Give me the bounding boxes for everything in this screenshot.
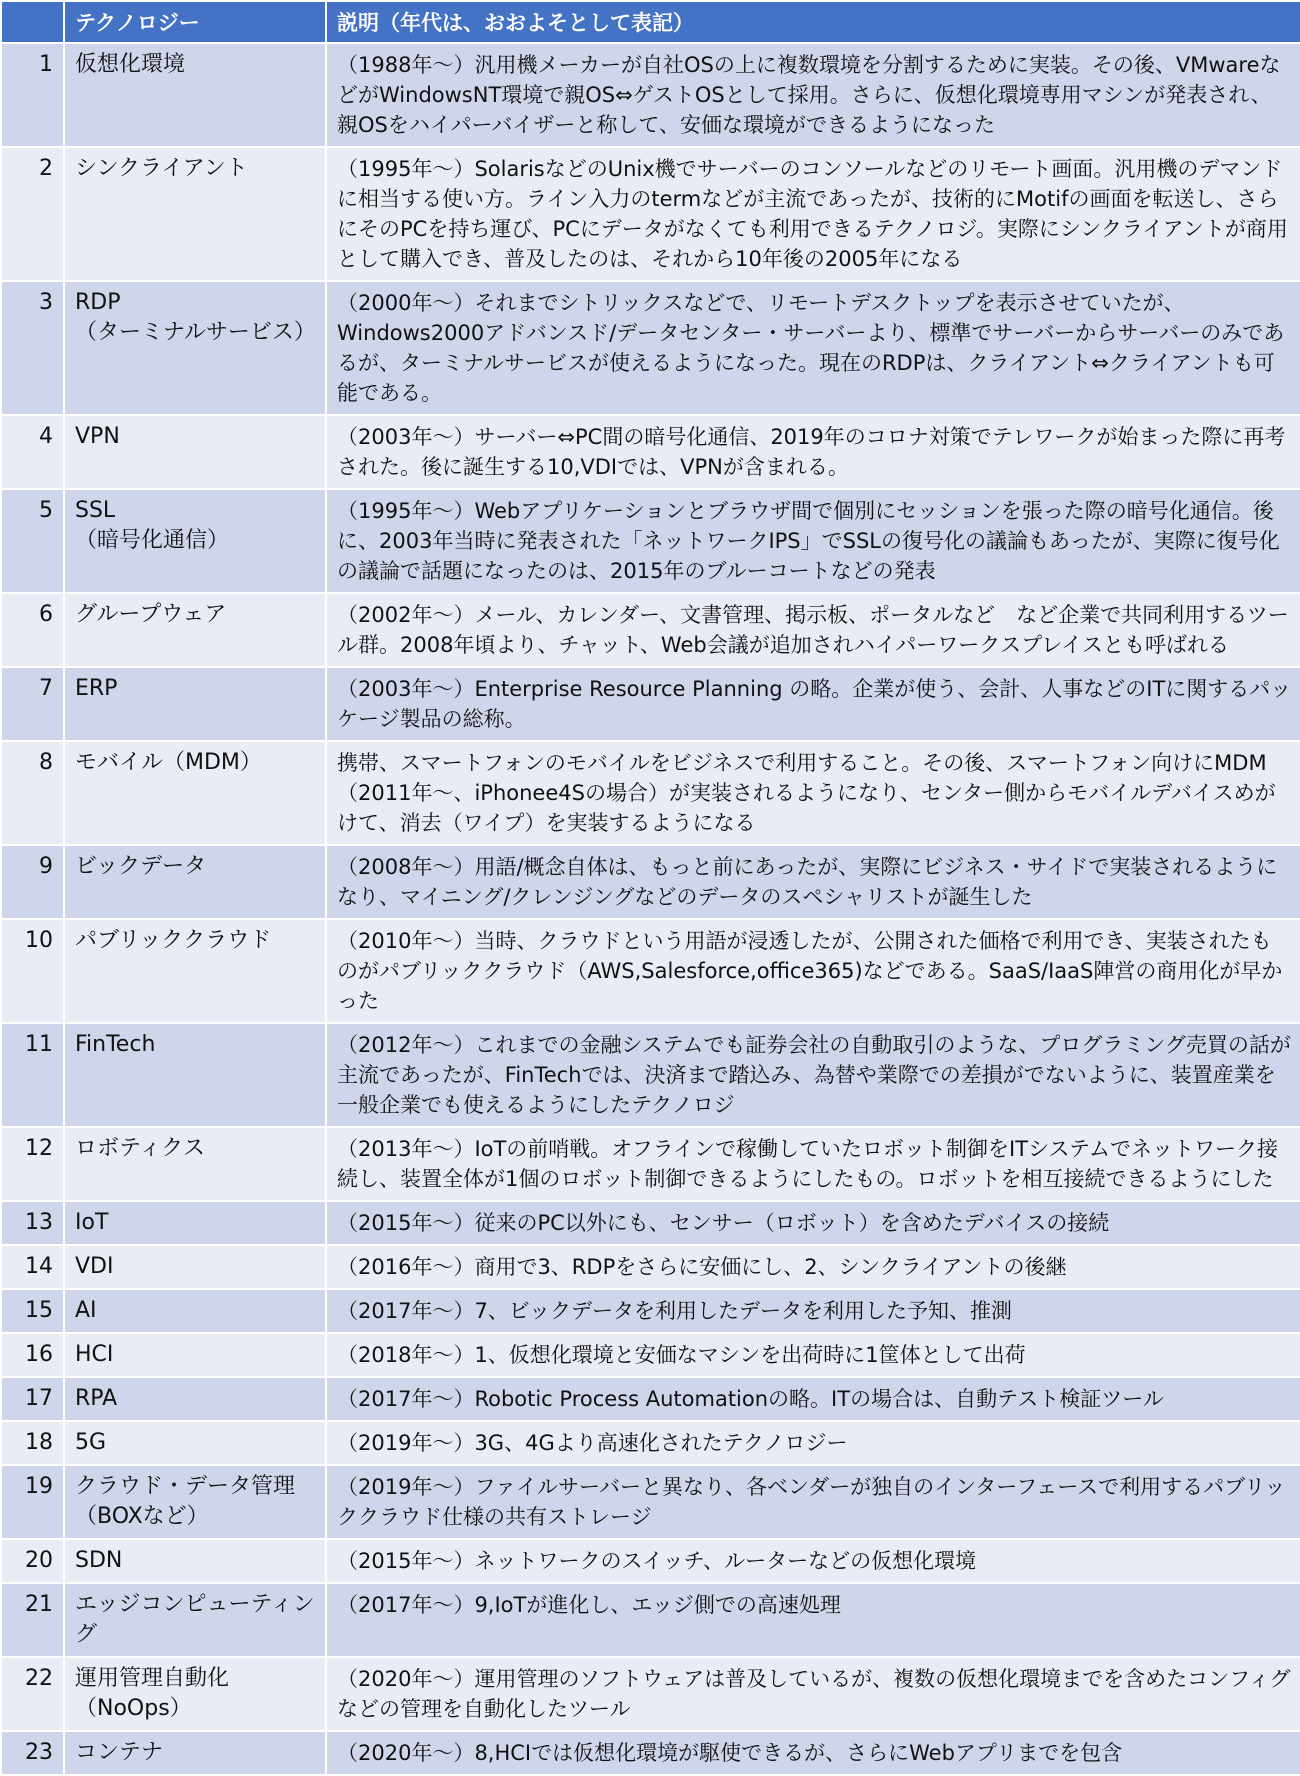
row-technology: SSL （暗号化通信） (64, 489, 326, 593)
row-number: 13 (1, 1201, 64, 1245)
table-header-row (1, 1, 1300, 43)
row-number: 7 (1, 667, 64, 741)
table-row (1, 1421, 1300, 1465)
row-number: 11 (1, 1023, 64, 1127)
row-description: （1995年～）SolarisなどのUnix機でサーバーのコンソールなどのリモート画面。汎用機のデマンドに相当する使い方。ライン入力のtermなどが主流であったが、技術的にMotifの画面を転送し、さらにそのPCを持ち運び、PCにデータがなくても利用できるテクノロジ。実際にシンクライアントが商用として購入でき、普及したのは、それから10年後の2005年になる (326, 147, 1300, 281)
row-technology: クラウド・データ管理 （BOXなど） (64, 1465, 326, 1539)
table-row (1, 489, 1300, 593)
table-row (1, 1731, 1300, 1775)
row-number: 8 (1, 741, 64, 845)
row-technology: 5G (64, 1421, 326, 1465)
table-body (1, 43, 1300, 1775)
row-number: 6 (1, 593, 64, 667)
table-row (1, 1333, 1300, 1377)
row-technology: VPN (64, 415, 326, 489)
row-description: （2010年～）当時、クラウドという用語が浸透したが、公開された価格で利用でき、実装されたものがパブリッククラウド（AWS,Salesforce,office365)などである。SaaS/IaaS陣営の商用化が早かった (326, 919, 1300, 1023)
row-number: 15 (1, 1289, 64, 1333)
row-number: 23 (1, 1731, 64, 1775)
row-description: （1995年～）Webアプリケーションとブラウザ間で個別にセッションを張った際の暗号化通信。後に、2003年当時に発表された「ネットワークIPS」でSSLの復号化の議論もあったが、実際に復号化の議論で話題になったのは、2015年のブルーコートなどの発表 (326, 489, 1300, 593)
row-description: （2003年～）サーバー⇔PC間の暗号化通信、2019年のコロナ対策でテレワークが始まった際に再考された。後に誕生する10,VDIでは、VPNが含まれる。 (326, 415, 1300, 489)
table-row (1, 281, 1300, 415)
row-technology: SDN (64, 1539, 326, 1583)
table-row (1, 1465, 1300, 1539)
row-technology: RPA (64, 1377, 326, 1421)
row-description: （2012年～）これまでの金融システムでも証券会社の自動取引のような、プログラミング売買の話が主流であったが、FinTechでは、決済まで踏込み、為替や業際での差損がでないように、装置産業を一般企業でも使えるようにしたテクノロジ (326, 1023, 1300, 1127)
table-row (1, 43, 1300, 147)
row-description: （2013年～）IoTの前哨戦。オフラインで稼働していたロボット制御をITシステムでネットワーク接続し、装置全体が1個のロボット制御できるようにしたもの。ロボットを相互接続できるようにした (326, 1127, 1300, 1201)
row-number: 19 (1, 1465, 64, 1539)
table-row (1, 919, 1300, 1023)
row-technology: 運用管理自動化 （NoOps） (64, 1657, 326, 1731)
table-row (1, 1023, 1300, 1127)
table-row (1, 593, 1300, 667)
row-description: 携帯、スマートフォンのモバイルをビジネスで利用すること。その後、スマートフォン向けにMDM（2011年～、iPhonee4Sの場合）が実装されるようになり、センター側からモバイルデバイスめがけて、消去（ワイプ）を実装するようになる (326, 741, 1300, 845)
table-row (1, 845, 1300, 919)
table-row (1, 1201, 1300, 1245)
row-description: （2003年～）Enterprise Resource Planning の略。企業が使う、会計、人事などのITに関するパッケージ製品の総称。 (326, 667, 1300, 741)
row-description: （2018年～）1、仮想化環境と安価なマシンを出荷時に1筐体として出荷 (326, 1333, 1300, 1377)
row-technology: IoT (64, 1201, 326, 1245)
row-number: 4 (1, 415, 64, 489)
row-description: （2015年～）ネットワークのスイッチ、ルーターなどの仮想化環境 (326, 1539, 1300, 1583)
row-technology: RDP （ターミナルサービス） (64, 281, 326, 415)
row-description: （2000年～）それまでシトリックスなどで、リモートデスクトップを表示させていたが、Windows2000アドバンスド/データセンター・サーバーより、標準でサーバーからサーバーのみであるが、ターミナルサービスが使えるようになった。現在のRDPは、クライアント⇔クライアントも可能である。 (326, 281, 1300, 415)
header-number (1, 1, 64, 43)
row-technology: シンクライアント (64, 147, 326, 281)
row-number: 20 (1, 1539, 64, 1583)
table-row (1, 1245, 1300, 1289)
row-technology: パブリッククラウド (64, 919, 326, 1023)
row-number: 21 (1, 1583, 64, 1657)
row-technology: エッジコンピューティング (64, 1583, 326, 1657)
row-description: （2016年～）商用で3、RDPをさらに安価にし、2、シンクライアントの後継 (326, 1245, 1300, 1289)
row-description: （2020年～）8,HCIでは仮想化環境が駆使できるが、さらにWebアプリまでを包含 (326, 1731, 1300, 1775)
table-row (1, 1377, 1300, 1421)
row-number: 17 (1, 1377, 64, 1421)
table-row (1, 1289, 1300, 1333)
row-technology: ERP (64, 667, 326, 741)
row-number: 12 (1, 1127, 64, 1201)
row-description: （2017年～）9,IoTが進化し、エッジ側での高速処理 (326, 1583, 1300, 1657)
header-technology: テクノロジー (64, 1, 326, 43)
row-description: （2008年～）用語/概念自体は、もっと前にあったが、実際にビジネス・サイドで実装されるようになり、マイニング/クレンジングなどのデータのスペシャリストが誕生した (326, 845, 1300, 919)
row-number: 1 (1, 43, 64, 147)
table-row (1, 147, 1300, 281)
row-number: 14 (1, 1245, 64, 1289)
row-technology: HCI (64, 1333, 326, 1377)
row-technology: モバイル（MDM） (64, 741, 326, 845)
table-row (1, 667, 1300, 741)
table-row (1, 1583, 1300, 1657)
row-technology: グループウェア (64, 593, 326, 667)
row-description: （2002年～）メール、カレンダー、文書管理、掲示板、ポータルなど など企業で共同利用するツール群。2008年頃より、チャット、Web会議が追加されハイパーワークスプレイスとも呼ばれる (326, 593, 1300, 667)
row-technology: ビックデータ (64, 845, 326, 919)
row-description: （2017年～）Robotic Process Automationの略。ITの場合は、自動テスト検証ツール (326, 1377, 1300, 1421)
row-number: 5 (1, 489, 64, 593)
row-technology: ロボティクス (64, 1127, 326, 1201)
row-technology: コンテナ (64, 1731, 326, 1775)
row-technology: 仮想化環境 (64, 43, 326, 147)
row-description: （2015年～）従来のPC以外にも、センサー（ロボット）を含めたデバイスの接続 (326, 1201, 1300, 1245)
header-description: 説明（年代は、おおよそとして表記） (326, 1, 1300, 43)
row-technology: AI (64, 1289, 326, 1333)
row-description: （2019年～）ファイルサーバーと異なり、各ベンダーが独自のインターフェースで利用するパブリッククラウド仕様の共有ストレージ (326, 1465, 1300, 1539)
table-row (1, 1539, 1300, 1583)
row-description: （2019年～）3G、4Gより高速化されたテクノロジー (326, 1421, 1300, 1465)
row-number: 3 (1, 281, 64, 415)
table-row (1, 1127, 1300, 1201)
table-row (1, 415, 1300, 489)
row-number: 2 (1, 147, 64, 281)
row-technology: VDI (64, 1245, 326, 1289)
table-row (1, 1657, 1300, 1731)
row-number: 16 (1, 1333, 64, 1377)
row-description: （2020年～）運用管理のソフトウェアは普及しているが、複数の仮想化環境までを含めたコンフィグなどの管理を自動化したツール (326, 1657, 1300, 1731)
row-technology: FinTech (64, 1023, 326, 1127)
table-row (1, 741, 1300, 845)
row-number: 22 (1, 1657, 64, 1731)
row-number: 18 (1, 1421, 64, 1465)
row-number: 9 (1, 845, 64, 919)
row-number: 10 (1, 919, 64, 1023)
row-description: （1988年～）汎用機メーカーが自社OSの上に複数環境を分割するために実装。その後、VMwareなどがWindowsNT環境で親OS⇔ゲストOSとして採用。さらに、仮想化環境専用マシンが発表され、親OSをハイパーバイザーと称して、安価な環境ができるようになった (326, 43, 1300, 147)
row-description: （2017年～）7、ビックデータを利用したデータを利用した予知、推測 (326, 1289, 1300, 1333)
